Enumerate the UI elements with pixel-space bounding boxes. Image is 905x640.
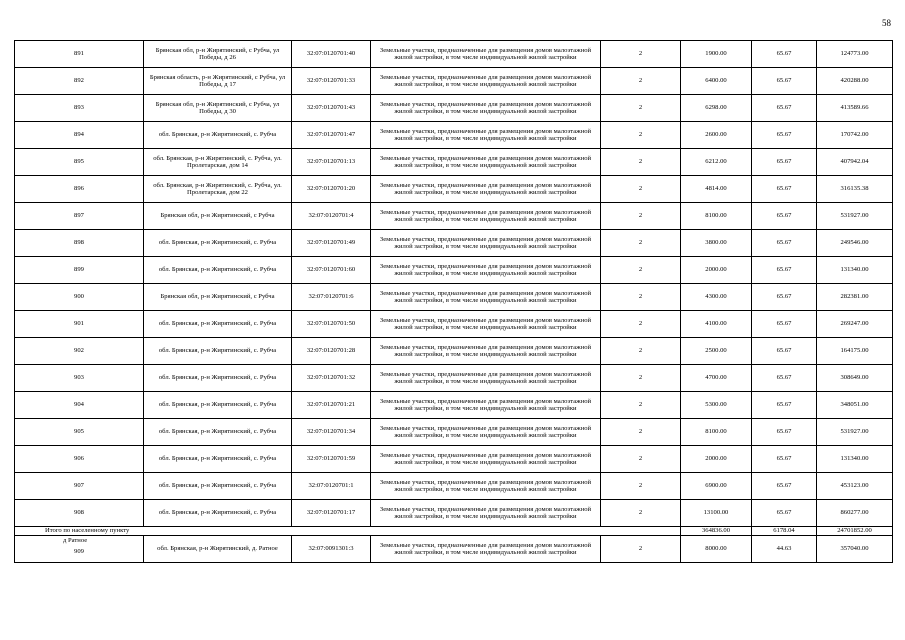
purpose-cell: Земельные участки, предназначенные для размещения домов малоэтажной жилой застройки, в том числе индивидуальной жилой застройки [371, 473, 601, 500]
row-number-value: 909 [74, 548, 84, 555]
category-cell: 2 [601, 284, 681, 311]
rate-cell: 65.67 [752, 68, 817, 95]
address-cell: обл. Брянская, р-н Жирятинский, с. Рубча [144, 230, 292, 257]
category-cell: 2 [601, 392, 681, 419]
table-row [15, 176, 893, 203]
table-row [15, 500, 893, 527]
row-number: 893 [15, 95, 144, 122]
value-cell: 308649.00 [817, 365, 893, 392]
table-row [15, 536, 893, 563]
page-number: 58 [882, 18, 891, 28]
category-cell: 2 [601, 311, 681, 338]
cadastral-number-cell: 32:07:0120701:20 [292, 176, 371, 203]
rate-cell: 44.63 [752, 536, 817, 563]
row-number: 892 [15, 68, 144, 95]
area-cell: 1900.00 [681, 41, 752, 68]
rate-cell: 65.67 [752, 365, 817, 392]
total-label: Итого по населенному пункту [15, 527, 681, 536]
value-cell: 407942.04 [817, 149, 893, 176]
address-cell: обл. Брянская, р-н Жирятинский, с. Рубча [144, 446, 292, 473]
value-cell: 131340.00 [817, 446, 893, 473]
value-cell: 282381.00 [817, 284, 893, 311]
purpose-cell: Земельные участки, предназначенные для размещения домов малоэтажной жилой застройки, в том числе индивидуальной жилой застройки [371, 338, 601, 365]
area-cell: 4700.00 [681, 365, 752, 392]
area-cell: 2000.00 [681, 257, 752, 284]
cadastral-number-cell: 32:07:0120701:50 [292, 311, 371, 338]
category-cell: 2 [601, 536, 681, 563]
address-cell: обл. Брянская, р-н Жирятинский, с. Рубча [144, 473, 292, 500]
category-cell: 2 [601, 230, 681, 257]
value-cell: 170742.00 [817, 122, 893, 149]
cadastral-number-cell: 32:07:0120701:49 [292, 230, 371, 257]
category-cell: 2 [601, 473, 681, 500]
category-cell: 2 [601, 149, 681, 176]
address-cell: обл. Брянская, р-н Жирятинский, с. Рубча [144, 392, 292, 419]
cadastral-number-cell: 32:07:0120701:21 [292, 392, 371, 419]
cadastral-number-cell: 32:07:0120701:40 [292, 41, 371, 68]
row-number: 895 [15, 149, 144, 176]
rate-cell: 65.67 [752, 284, 817, 311]
purpose-cell: Земельные участки, предназначенные для размещения домов малоэтажной жилой застройки, в том числе индивидуальной жилой застройки [371, 203, 601, 230]
area-cell: 3800.00 [681, 230, 752, 257]
rate-cell: 65.67 [752, 419, 817, 446]
area-cell: 6212.00 [681, 149, 752, 176]
settlement-heading: д Ратное [63, 537, 88, 544]
land-registry-table [14, 40, 893, 563]
cadastral-number-cell: 32:07:0120701:13 [292, 149, 371, 176]
rate-cell: 65.67 [752, 149, 817, 176]
value-cell: 316135.38 [817, 176, 893, 203]
table-row [15, 338, 893, 365]
area-cell: 2600.00 [681, 122, 752, 149]
purpose-cell: Земельные участки, предназначенные для размещения домов малоэтажной жилой застройки, в том числе индивидуальной жилой застройки [371, 95, 601, 122]
row-number: 908 [15, 500, 144, 527]
area-cell: 4300.00 [681, 284, 752, 311]
row-number: 901 [15, 311, 144, 338]
row-number: 899 [15, 257, 144, 284]
row-number: 906 [15, 446, 144, 473]
table-row [15, 446, 893, 473]
value-cell: 531927.00 [817, 203, 893, 230]
rate-cell: 65.67 [752, 41, 817, 68]
total-row [15, 527, 893, 536]
row-number: 902 [15, 338, 144, 365]
value-cell: 348051.00 [817, 392, 893, 419]
category-cell: 2 [601, 419, 681, 446]
area-cell: 6298.00 [681, 95, 752, 122]
category-cell: 2 [601, 338, 681, 365]
value-cell: 124773.00 [817, 41, 893, 68]
rate-cell: 65.67 [752, 95, 817, 122]
rate-cell: 65.67 [752, 500, 817, 527]
address-cell: обл. Брянская, р-н Жирятинский, с. Рубча, ул. Пролетарская, дом 22 [144, 176, 292, 203]
cadastral-number-cell: 32:07:0120701:60 [292, 257, 371, 284]
area-cell: 4100.00 [681, 311, 752, 338]
category-cell: 2 [601, 68, 681, 95]
row-number: 903 [15, 365, 144, 392]
purpose-cell: Земельные участки, предназначенные для размещения домов малоэтажной жилой застройки, в том числе индивидуальной жилой застройки [371, 365, 601, 392]
area-cell: 13100.00 [681, 500, 752, 527]
purpose-cell: Земельные участки, предназначенные для размещения домов малоэтажной жилой застройки, в том числе индивидуальной жилой застройки [371, 536, 601, 563]
address-cell: обл. Брянская, р-н Жирятинский, с. Рубча [144, 257, 292, 284]
purpose-cell: Земельные участки, предназначенные для размещения домов малоэтажной жилой застройки, в том числе индивидуальной жилой застройки [371, 392, 601, 419]
address-cell: Брянская обл, р-н Жирятинский, с Рубча, ул Победы, д 30 [144, 95, 292, 122]
row-number: 907 [15, 473, 144, 500]
category-cell: 2 [601, 176, 681, 203]
area-cell: 6400.00 [681, 68, 752, 95]
purpose-cell: Земельные участки, предназначенные для размещения домов малоэтажной жилой застройки, в том числе индивидуальной жилой застройки [371, 176, 601, 203]
address-cell: Брянская обл, р-н Жирятинский, с Рубча [144, 284, 292, 311]
table-row [15, 41, 893, 68]
address-cell: обл. Брянская, р-н Жирятинский, с. Рубча [144, 419, 292, 446]
address-cell: обл. Брянская, р-н Жирятинский, с. Рубча [144, 338, 292, 365]
total-rate: 6178.04 [752, 527, 817, 536]
value-cell: 131340.00 [817, 257, 893, 284]
rate-cell: 65.67 [752, 257, 817, 284]
table-row [15, 419, 893, 446]
rate-cell: 65.67 [752, 473, 817, 500]
address-cell: обл. Брянская, р-н Жирятинский, с. Рубча [144, 500, 292, 527]
rate-cell: 65.67 [752, 338, 817, 365]
cadastral-number-cell: 32:07:0120701:17 [292, 500, 371, 527]
row-number: 900 [15, 284, 144, 311]
category-cell: 2 [601, 122, 681, 149]
cadastral-number-cell: 32:07:0120701:34 [292, 419, 371, 446]
value-cell: 357040.00 [817, 536, 893, 563]
address-cell: Брянская область, р-н Жирятинский, с Рубча, ул Победы, д 17 [144, 68, 292, 95]
category-cell: 2 [601, 257, 681, 284]
rate-cell: 65.67 [752, 446, 817, 473]
address-cell: обл. Брянская, р-н Жирятинский, с. Рубча [144, 122, 292, 149]
rate-cell: 65.67 [752, 311, 817, 338]
value-cell: 420288.00 [817, 68, 893, 95]
area-cell: 8100.00 [681, 203, 752, 230]
row-number: 898 [15, 230, 144, 257]
table-row [15, 311, 893, 338]
total-area: 364836.00 [681, 527, 752, 536]
area-cell: 2000.00 [681, 446, 752, 473]
row-number: 891 [15, 41, 144, 68]
rate-cell: 65.67 [752, 122, 817, 149]
table-row [15, 68, 893, 95]
category-cell: 2 [601, 365, 681, 392]
category-cell: 2 [601, 446, 681, 473]
area-cell: 6900.00 [681, 473, 752, 500]
purpose-cell: Земельные участки, предназначенные для размещения домов малоэтажной жилой застройки, в том числе индивидуальной жилой застройки [371, 41, 601, 68]
table-row [15, 95, 893, 122]
row-number: 897 [15, 203, 144, 230]
area-cell: 8100.00 [681, 419, 752, 446]
purpose-cell: Земельные участки, предназначенные для размещения домов малоэтажной жилой застройки, в том числе индивидуальной жилой застройки [371, 122, 601, 149]
table-row [15, 473, 893, 500]
cadastral-number-cell: 32:07:0120701:33 [292, 68, 371, 95]
category-cell: 2 [601, 500, 681, 527]
category-cell: 2 [601, 41, 681, 68]
cadastral-number-cell: 32:07:0091301:3 [292, 536, 371, 563]
cadastral-number-cell: 32:07:0120701:43 [292, 95, 371, 122]
cadastral-number-cell: 32:07:0120701:59 [292, 446, 371, 473]
cadastral-number-cell: 32:07:0120701:6 [292, 284, 371, 311]
value-cell: 453123.00 [817, 473, 893, 500]
rate-cell: 65.67 [752, 176, 817, 203]
address-cell: Брянская обл, р-н Жирятинский, с Рубча [144, 203, 292, 230]
value-cell: 531927.00 [817, 419, 893, 446]
rate-cell: 65.67 [752, 392, 817, 419]
area-cell: 5300.00 [681, 392, 752, 419]
rate-cell: 65.67 [752, 203, 817, 230]
purpose-cell: Земельные участки, предназначенные для размещения домов малоэтажной жилой застройки, в том числе индивидуальной жилой застройки [371, 149, 601, 176]
address-cell: Брянская обл, р-н Жирятинский, с Рубча, ул Победы, д 26 [144, 41, 292, 68]
value-cell: 269247.00 [817, 311, 893, 338]
purpose-cell: Земельные участки, предназначенные для размещения домов малоэтажной жилой застройки, в том числе индивидуальной жилой застройки [371, 257, 601, 284]
address-cell: обл. Брянская, р-н Жирятинский, с. Рубча [144, 365, 292, 392]
address-cell: обл. Брянская, р-н Жирятинский, с. Рубча, ул. Пролетарская, дом 14 [144, 149, 292, 176]
area-cell: 4814.00 [681, 176, 752, 203]
table-row [15, 257, 893, 284]
area-cell: 2500.00 [681, 338, 752, 365]
value-cell: 860277.00 [817, 500, 893, 527]
purpose-cell: Земельные участки, предназначенные для размещения домов малоэтажной жилой застройки, в том числе индивидуальной жилой застройки [371, 230, 601, 257]
table-row [15, 284, 893, 311]
total-value: 24701852.00 [817, 527, 893, 536]
category-cell: 2 [601, 95, 681, 122]
area-cell: 8000.00 [681, 536, 752, 563]
purpose-cell: Земельные участки, предназначенные для размещения домов малоэтажной жилой застройки, в том числе индивидуальной жилой застройки [371, 311, 601, 338]
table-row [15, 230, 893, 257]
purpose-cell: Земельные участки, предназначенные для размещения домов малоэтажной жилой застройки, в том числе индивидуальной жилой застройки [371, 500, 601, 527]
cadastral-number-cell: 32:07:0120701:1 [292, 473, 371, 500]
table-row [15, 203, 893, 230]
table-row [15, 149, 893, 176]
purpose-cell: Земельные участки, предназначенные для размещения домов малоэтажной жилой застройки, в том числе индивидуальной жилой застройки [371, 68, 601, 95]
rate-cell: 65.67 [752, 230, 817, 257]
row-number: 905 [15, 419, 144, 446]
row-number: 904 [15, 392, 144, 419]
cadastral-number-cell: 32:07:0120701:32 [292, 365, 371, 392]
purpose-cell: Земельные участки, предназначенные для размещения домов малоэтажной жилой застройки, в том числе индивидуальной жилой застройки [371, 446, 601, 473]
value-cell: 249546.00 [817, 230, 893, 257]
value-cell: 164175.00 [817, 338, 893, 365]
table-row [15, 392, 893, 419]
value-cell: 413589.66 [817, 95, 893, 122]
address-cell: обл. Брянская, р-н Жирятинский, с. Рубча [144, 311, 292, 338]
cadastral-number-cell: 32:07:0120701:28 [292, 338, 371, 365]
table-row [15, 365, 893, 392]
row-number: 894 [15, 122, 144, 149]
purpose-cell: Земельные участки, предназначенные для размещения домов малоэтажной жилой застройки, в том числе индивидуальной жилой застройки [371, 419, 601, 446]
address-cell: обл. Брянская, р-н Жирятинский, д. Ратное [144, 536, 292, 563]
cadastral-number-cell: 32:07:0120701:4 [292, 203, 371, 230]
cadastral-number-cell: 32:07:0120701:47 [292, 122, 371, 149]
purpose-cell: Земельные участки, предназначенные для размещения домов малоэтажной жилой застройки, в том числе индивидуальной жилой застройки [371, 284, 601, 311]
row-number [15, 536, 144, 563]
category-cell: 2 [601, 203, 681, 230]
table-row [15, 122, 893, 149]
row-number: 896 [15, 176, 144, 203]
